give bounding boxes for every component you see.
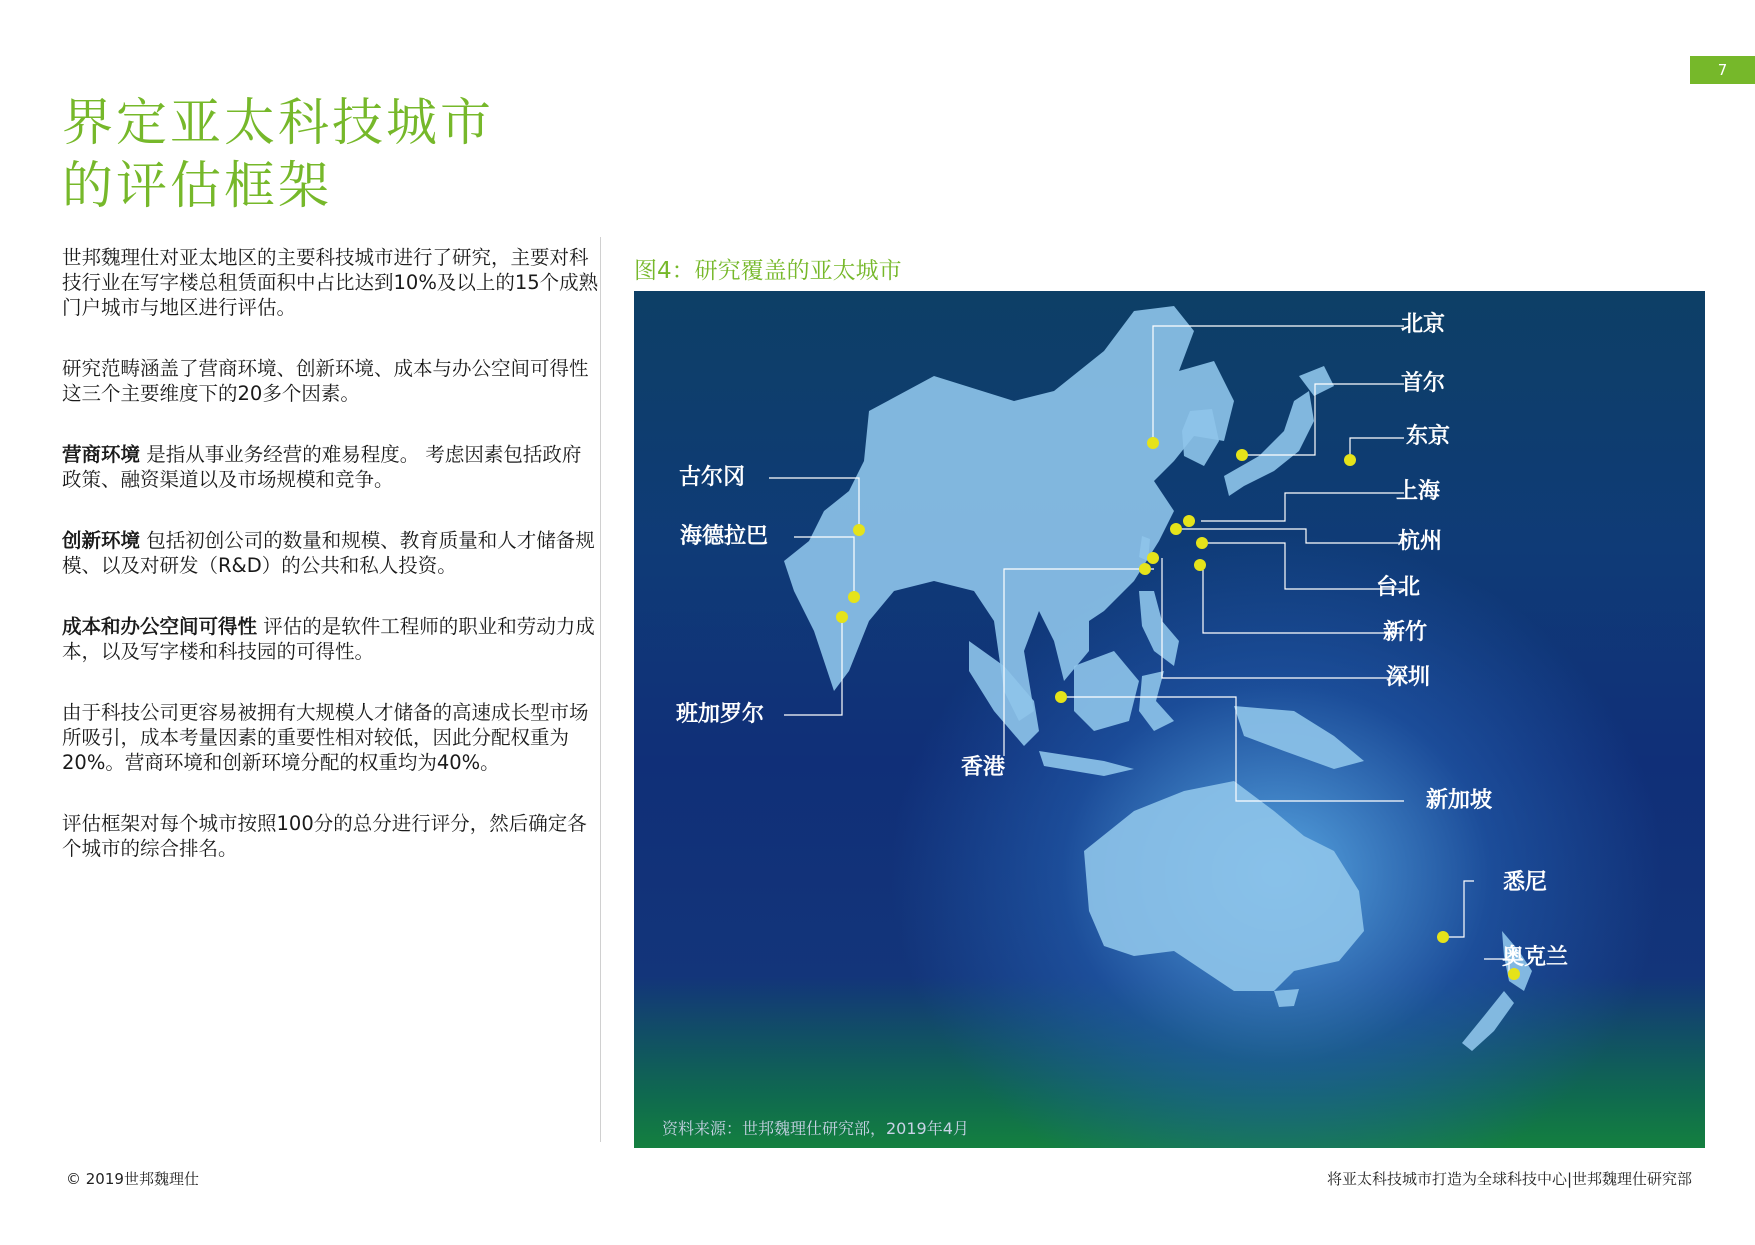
paragraph: 研究范畴涵盖了营商环境、创新环境、成本与办公空间可得性这三个主要维度下的20多个因素。 — [62, 357, 589, 405]
landmass-japan — [1224, 391, 1314, 496]
landmass-sulawesi — [1139, 671, 1174, 731]
leader-seoul — [1242, 384, 1404, 455]
term-business-environment: 营商环境 — [62, 443, 141, 466]
marker-taipei — [1196, 537, 1208, 549]
city-label-beijing: 北京 — [1401, 312, 1446, 337]
city-label-shanghai: 上海 — [1396, 479, 1441, 504]
map-svg — [634, 291, 1705, 1148]
term-cost-availability: 成本和办公空间可得性 — [62, 615, 258, 638]
marker-gurgaon — [853, 524, 865, 536]
city-label-hangzhou: 杭州 — [1398, 529, 1443, 554]
leader-hsinchu — [1203, 565, 1404, 633]
city-label-hongkong: 香港 — [961, 755, 1006, 780]
city-label-taipei: 台北 — [1376, 575, 1421, 600]
landmass-borneo — [1074, 651, 1139, 731]
city-label-shenzhen: 深圳 — [1386, 665, 1431, 690]
landmass-tasmania — [1274, 989, 1299, 1007]
marker-hsinchu — [1194, 559, 1206, 571]
paragraph-innovation-environment: 创新环境 包括初创公司的数量和规模、教育质量和人才储备规模、以及对研发（R&D）的公共和私人投资。 — [62, 529, 595, 577]
marker-beijing — [1147, 437, 1159, 449]
landmass-australia — [1084, 781, 1364, 991]
marker-hyderabad — [848, 591, 860, 603]
marker-shanghai — [1183, 515, 1195, 527]
marker-bangalore — [836, 611, 848, 623]
marker-singapore — [1055, 691, 1067, 703]
city-label-bangalore: 班加罗尔 — [676, 702, 765, 727]
paragraph-cost-availability: 成本和办公空间可得性 评估的是软件工程师的职业和劳动力成本，以及写字楼和科技园的可得性。 — [62, 615, 595, 663]
figure-caption: 图4：研究覆盖的亚太城市 — [634, 258, 902, 284]
leader-taipei — [1207, 543, 1404, 589]
leader-shenzhen — [1162, 558, 1404, 678]
city-label-auckland: 奥克兰 — [1502, 945, 1569, 970]
paragraph-business-environment: 营商环境 是指从事业务经营的难易程度。 考虑因素包括政府政策、融资渠道以及市场规模和竞争。 — [62, 443, 582, 491]
column-divider — [600, 237, 601, 1142]
city-label-seoul: 首尔 — [1401, 371, 1446, 396]
city-label-tokyo: 东京 — [1406, 424, 1451, 449]
paragraph: 由于科技公司更容易被拥有大规模人才储备的高速成长型市场所吸引，成本考量因素的重要性相对较低，因此分配权重为20%。营商环境和创新环境分配的权重均为40%。 — [62, 701, 589, 774]
leader-hangzhou — [1182, 529, 1404, 543]
marker-shenzhen — [1147, 552, 1159, 564]
leader-tokyo — [1350, 438, 1404, 460]
body-text — [62, 245, 600, 897]
landmass-philippines — [1139, 591, 1179, 666]
city-label-hsinchu: 新竹 — [1383, 620, 1428, 645]
landmass-new-zealand-south — [1462, 991, 1514, 1051]
page-number: 7 — [1690, 56, 1755, 84]
city-label-hyderabad: 海德拉巴 — [680, 524, 769, 549]
marker-hangzhou — [1170, 523, 1182, 535]
city-label-singapore: 新加坡 — [1426, 788, 1493, 813]
landmass-new-guinea — [1234, 706, 1364, 769]
footer-copyright: © 2019世邦魏理仕 — [66, 1170, 199, 1188]
landmass-hokkaido — [1299, 366, 1334, 396]
city-label-sydney: 悉尼 — [1503, 870, 1548, 895]
marker-tokyo — [1344, 454, 1356, 466]
page-title — [62, 92, 494, 218]
marker-sydney — [1437, 931, 1449, 943]
paragraph: 评估框架对每个城市按照100分的总分进行评分，然后确定各个城市的综合排名。 — [62, 812, 587, 860]
leader-sydney — [1443, 881, 1474, 937]
city-label-gurgaon: 古尔冈 — [679, 465, 746, 490]
term-innovation-environment: 创新环境 — [62, 529, 141, 552]
title-line-1: 界定亚太科技城市 — [62, 94, 495, 153]
paragraph: 世邦魏理仕对亚太地区的主要科技城市进行了研究，主要对科技行业在写字楼总租赁面积中占比达到10%及以上的15个成熟门户城市与地区进行评估。 — [62, 246, 599, 319]
figure-source: 资料来源：世邦魏理仕研究部，2019年4月 — [662, 1119, 969, 1138]
asia-pacific-map — [634, 291, 1705, 1148]
leader-shanghai — [1201, 493, 1404, 521]
footer-report-title: 将亚太科技城市打造为全球科技中心|世邦魏理仕研究部 — [1326, 1170, 1692, 1188]
landmass-java — [1039, 751, 1134, 776]
marker-seoul — [1236, 449, 1248, 461]
marker-hongkong — [1139, 563, 1151, 575]
title-line-2: 的评估框架 — [62, 157, 333, 216]
landmass-korea — [1182, 409, 1219, 466]
